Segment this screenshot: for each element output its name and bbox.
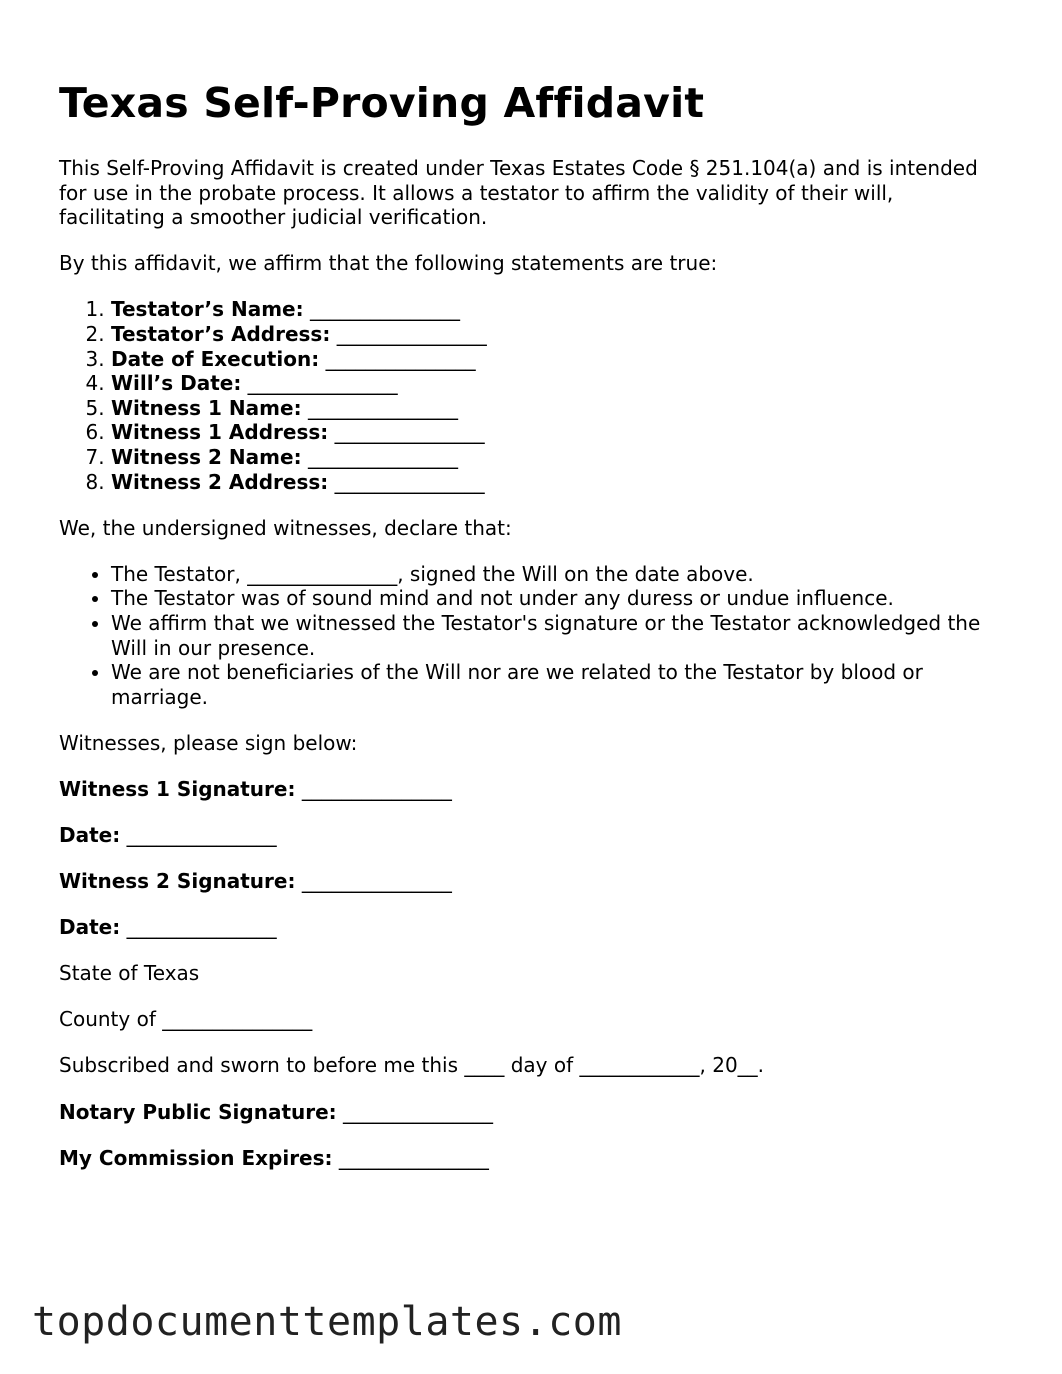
notary-signature-line: Notary Public Signature: _______________ [59, 1099, 494, 1124]
declaration-item: • We affirm that we witnessed the Testator's signature or the Testator acknowledged the Will in our presence. [111, 611, 989, 660]
declaration-item: • The Testator was of sound mind and not under any duress or undue influence. [111, 586, 989, 611]
state-line: State of Texas [59, 961, 200, 986]
county-line: County of _______________ [59, 1007, 313, 1032]
document-page [59, 0, 989, 1170]
site-watermark: topdocumenttemplates.com [32, 1299, 622, 1345]
declaration-item: • The Testator, _______________, signed the Will on the date above. [111, 562, 989, 587]
witness-1-date-line: Date: _______________ [59, 822, 277, 847]
witness-1-signature-line: Witness 1 Signature: _______________ [59, 776, 452, 801]
declaration-item: • We are not beneficiaries of the Will nor are we related to the Testator by blood or marriage. [111, 660, 989, 709]
field-date-of-execution: 3. Date of Execution: _______________ [111, 347, 989, 372]
commission-expires-line: My Commission Expires: _______________ [59, 1145, 489, 1170]
affirm-intro: By this affidavit, we affirm that the following statements are true: [59, 251, 718, 276]
field-witness-1-name: 5. Witness 1 Name: _______________ [111, 396, 989, 421]
document-title: Texas Self-Proving Affidavit [59, 79, 705, 127]
field-testator-address: 2. Testator’s Address: _______________ [111, 322, 989, 347]
sworn-line: Subscribed and sworn to before me this ____ day of ____________, 20__. [59, 1053, 765, 1078]
declare-intro: We, the undersigned witnesses, declare that: [59, 515, 512, 540]
witness-2-signature-line: Witness 2 Signature: _______________ [59, 869, 452, 894]
intro-paragraph: This Self-Proving Affidavit is created under Texas Estates Code § 251.104(a) and is intended for use in the probate process. It allows a testator to affirm the validity of their will, facilitating a smoother judicial verification. [59, 156, 978, 230]
declarations-list [59, 562, 989, 710]
sign-intro: Witnesses, please sign below: [59, 730, 358, 755]
field-witness-2-name: 7. Witness 2 Name: _______________ [111, 445, 989, 470]
field-wills-date: 4. Will’s Date: _______________ [111, 371, 989, 396]
field-testator-name: 1. Testator’s Name: _______________ [111, 297, 989, 322]
field-witness-1-address: 6. Witness 1 Address: _______________ [111, 420, 989, 445]
statement-fields-list [59, 297, 989, 494]
field-witness-2-address: 8. Witness 2 Address: _______________ [111, 470, 989, 495]
witness-2-date-line: Date: _______________ [59, 915, 277, 940]
